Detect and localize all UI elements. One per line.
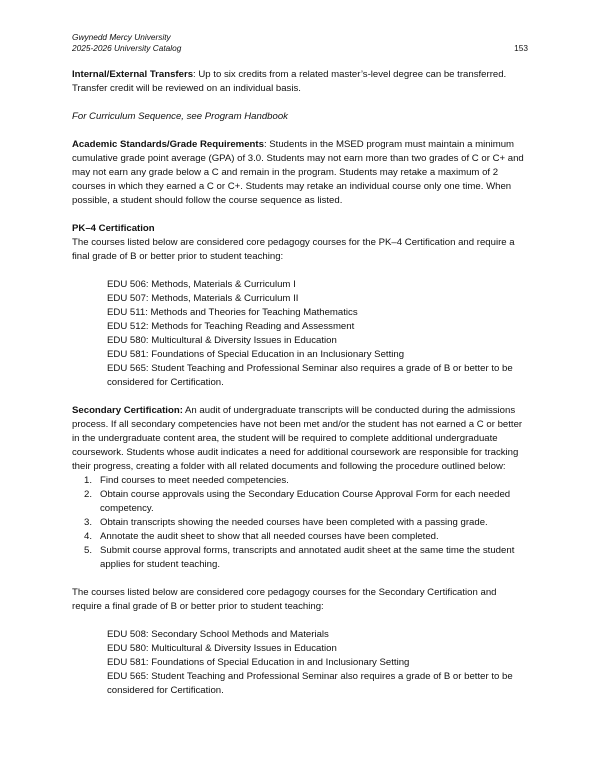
list-item: EDU 506: Methods, Materials & Curriculum I bbox=[107, 279, 296, 290]
list-item: EDU 581: Foundations of Special Education in and Inclusionary Setting bbox=[107, 657, 410, 668]
curriculum-note: For Curriculum Sequence, see Program Handbook bbox=[72, 111, 288, 122]
list-item: 3. Obtain transcripts showing the needed courses have been completed with a passing grade. bbox=[84, 517, 488, 528]
list-item: EDU 581: Foundations of Special Education in an Inclusionary Setting bbox=[107, 349, 405, 360]
running-header bbox=[72, 32, 528, 54]
list-item: EDU 580: Multicultural & Diversity Issues in Education bbox=[107, 643, 337, 654]
list-item: EDU 580: Multicultural & Diversity Issues in Education bbox=[107, 335, 337, 346]
transfers-paragraph bbox=[72, 68, 528, 96]
list-item: EDU 511: Methods and Theories for Teaching Mathematics bbox=[107, 307, 358, 318]
secondary-intro: The courses listed below are considered core pedagogy courses for the Secondary Certification and require a final grade of B or better prior to student teaching: bbox=[72, 587, 497, 612]
secondary-paragraph bbox=[72, 404, 528, 474]
list-item: 5. Submit course approval forms, transcripts and annotated audit sheet at the same time the student applies for student teaching. bbox=[84, 545, 515, 570]
pk4-heading: PK–4 Certification bbox=[72, 223, 155, 234]
pk4-course-list bbox=[107, 278, 528, 390]
list-item: 2. Obtain course approvals using the Secondary Education Course Approval Form for each needed competency. bbox=[84, 489, 511, 514]
list-item: EDU 508: Secondary School Methods and Materials bbox=[107, 629, 329, 640]
page-number: 153 bbox=[514, 43, 528, 53]
transfers-label: Internal/External Transfers bbox=[72, 69, 194, 80]
secondary-text: An audit of undergraduate transcripts will be conducted during the admissions process. If all secondary competencies have not been met and/or the student has not earned a C or better in the undergraduate content area, the student will be required to complete additional undergraduate coursework. Students whose audit indicates a need for additional coursework are responsible for tracking their progress, creating a folder with all related documents and following the procedure outlined below: bbox=[72, 405, 523, 472]
procedure-list bbox=[72, 474, 528, 572]
list-item: EDU 565: Student Teaching and Professional Seminar also requires a grade of B or better to be considered for Certification. bbox=[107, 363, 513, 388]
academic-standards-paragraph bbox=[72, 138, 528, 208]
transfers-text: : Up to six credits from a related master’s-level degree can be transferred. Transfer credit will be reviewed on an individual basis. bbox=[72, 69, 507, 94]
list-item: 4. Annotate the audit sheet to show that all needed courses have been completed. bbox=[84, 531, 439, 542]
list-item: EDU 512: Methods for Teaching Reading and Assessment bbox=[107, 321, 355, 332]
list-item: EDU 565: Student Teaching and Professional Seminar also requires a grade of B or better to be considered for Certification. bbox=[107, 671, 513, 696]
academic-standards-text: : Students in the MSED program must maintain a minimum cumulative grade point average (GPA) of 3.0. Students may not earn more than two grades of C or C+ and may not earn any grade below a C and remain in the program. Students may retake a maximum of 2 courses in which they earned a C or C+. Students may retake an individual course only one time. When possible, a student should follow the course sequence as listed. bbox=[72, 139, 524, 206]
list-item: 1. Find courses to meet needed competencies. bbox=[84, 475, 289, 486]
secondary-course-list bbox=[107, 628, 528, 698]
academic-standards-label: Academic Standards/Grade Requirements bbox=[72, 139, 264, 150]
secondary-label: Secondary Certification: bbox=[72, 405, 183, 416]
pk4-intro: The courses listed below are considered core pedagogy courses for the PK–4 Certification and require a final grade of B or better prior to student teaching: bbox=[72, 237, 515, 262]
header-university: Gwynedd Mercy University bbox=[72, 32, 171, 42]
header-catalog: 2025-2026 University Catalog bbox=[72, 43, 182, 53]
list-item: EDU 507: Methods, Materials & Curriculum II bbox=[107, 293, 299, 304]
